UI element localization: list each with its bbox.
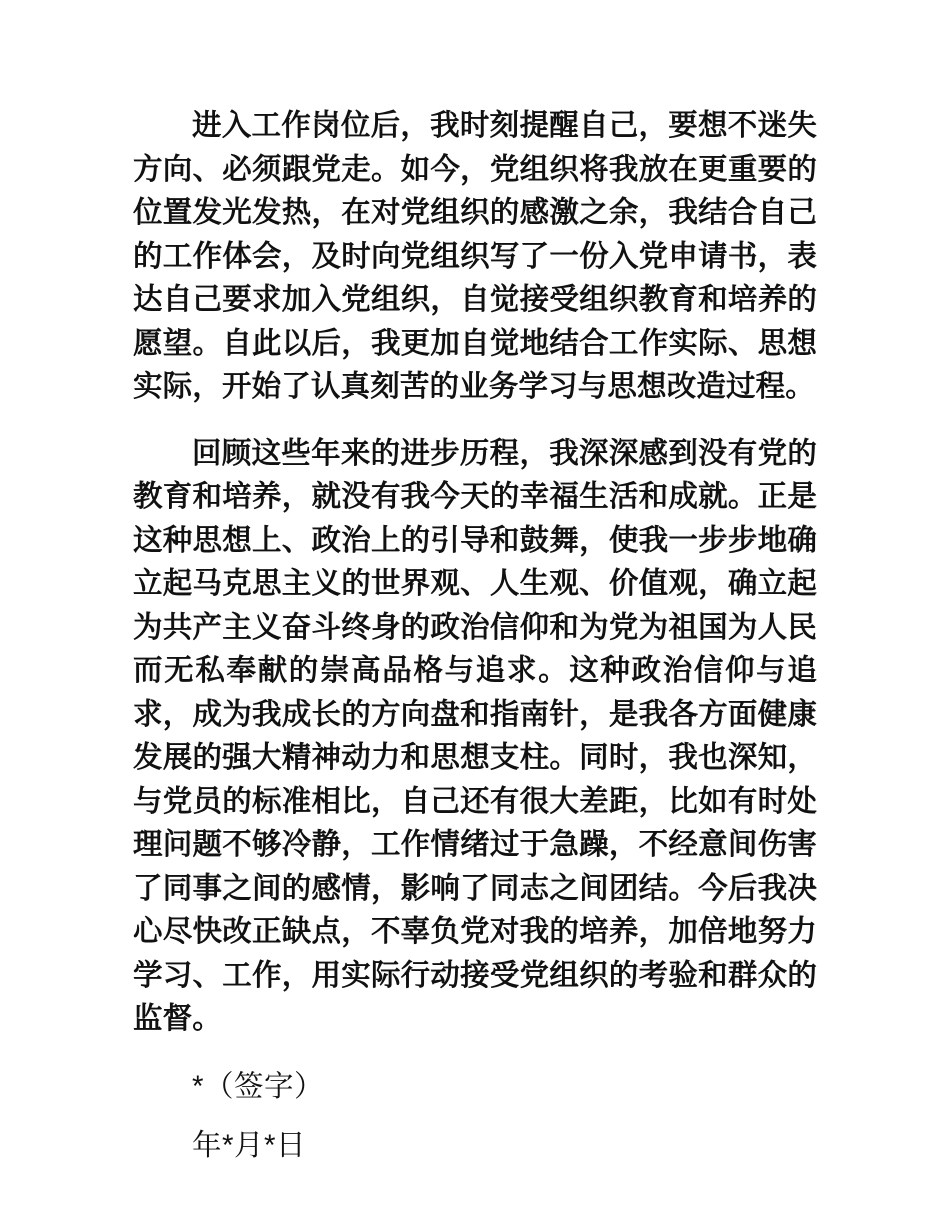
body-paragraph-1: 进入工作岗位后，我时刻提醒自己，要想不迷失方向、必须跟党走。如今，党组织将我放在更重要的位置发光发热，在对党组织的感激之余，我结合自己的工作体会，及时向党组织写了一份入党申请书，表达自己要求加入党组织，自觉接受组织教育和培养的愿望。自此以后，我更加自觉地结合工作实际、思想实际，开始了认真刻苦的业务学习与思想改造过程。 — [133, 109, 817, 403]
signature-name-line: *（签字） — [192, 1069, 324, 1103]
body-paragraph-2: 回顾这些年来的进步历程，我深深感到没有党的教育和培养，就没有我今天的幸福生活和成就。正是这种思想上、政治上的引导和鼓舞，使我一步步地确立起马克思主义的世界观、人生观、价值观，确立起为共产主义奋斗终身的政治信仰和为党为祖国为人民而无私奉献的崇高品格与追求。这种政治信仰与追求，成为我成长的方向盘和指南针，是我各方面健康发展的强大精神动力和思想支柱。同时，我也深知，与党员的标准相比，自己还有很大差距，比如有时处理问题不够冷静，工作情绪过于急躁，不经意间伤害了同事之间的感情，影响了同志之间团结。今后我决心尽快改正缺点，不辜负党对我的培养，加倍地努力学习、工作，用实际行动接受党组织的考验和群众的监督。 — [133, 436, 817, 1035]
signature-date-line: 年*月*日 — [192, 1129, 306, 1162]
document-text-body — [133, 104, 817, 1168]
signature-block — [133, 1065, 817, 1168]
